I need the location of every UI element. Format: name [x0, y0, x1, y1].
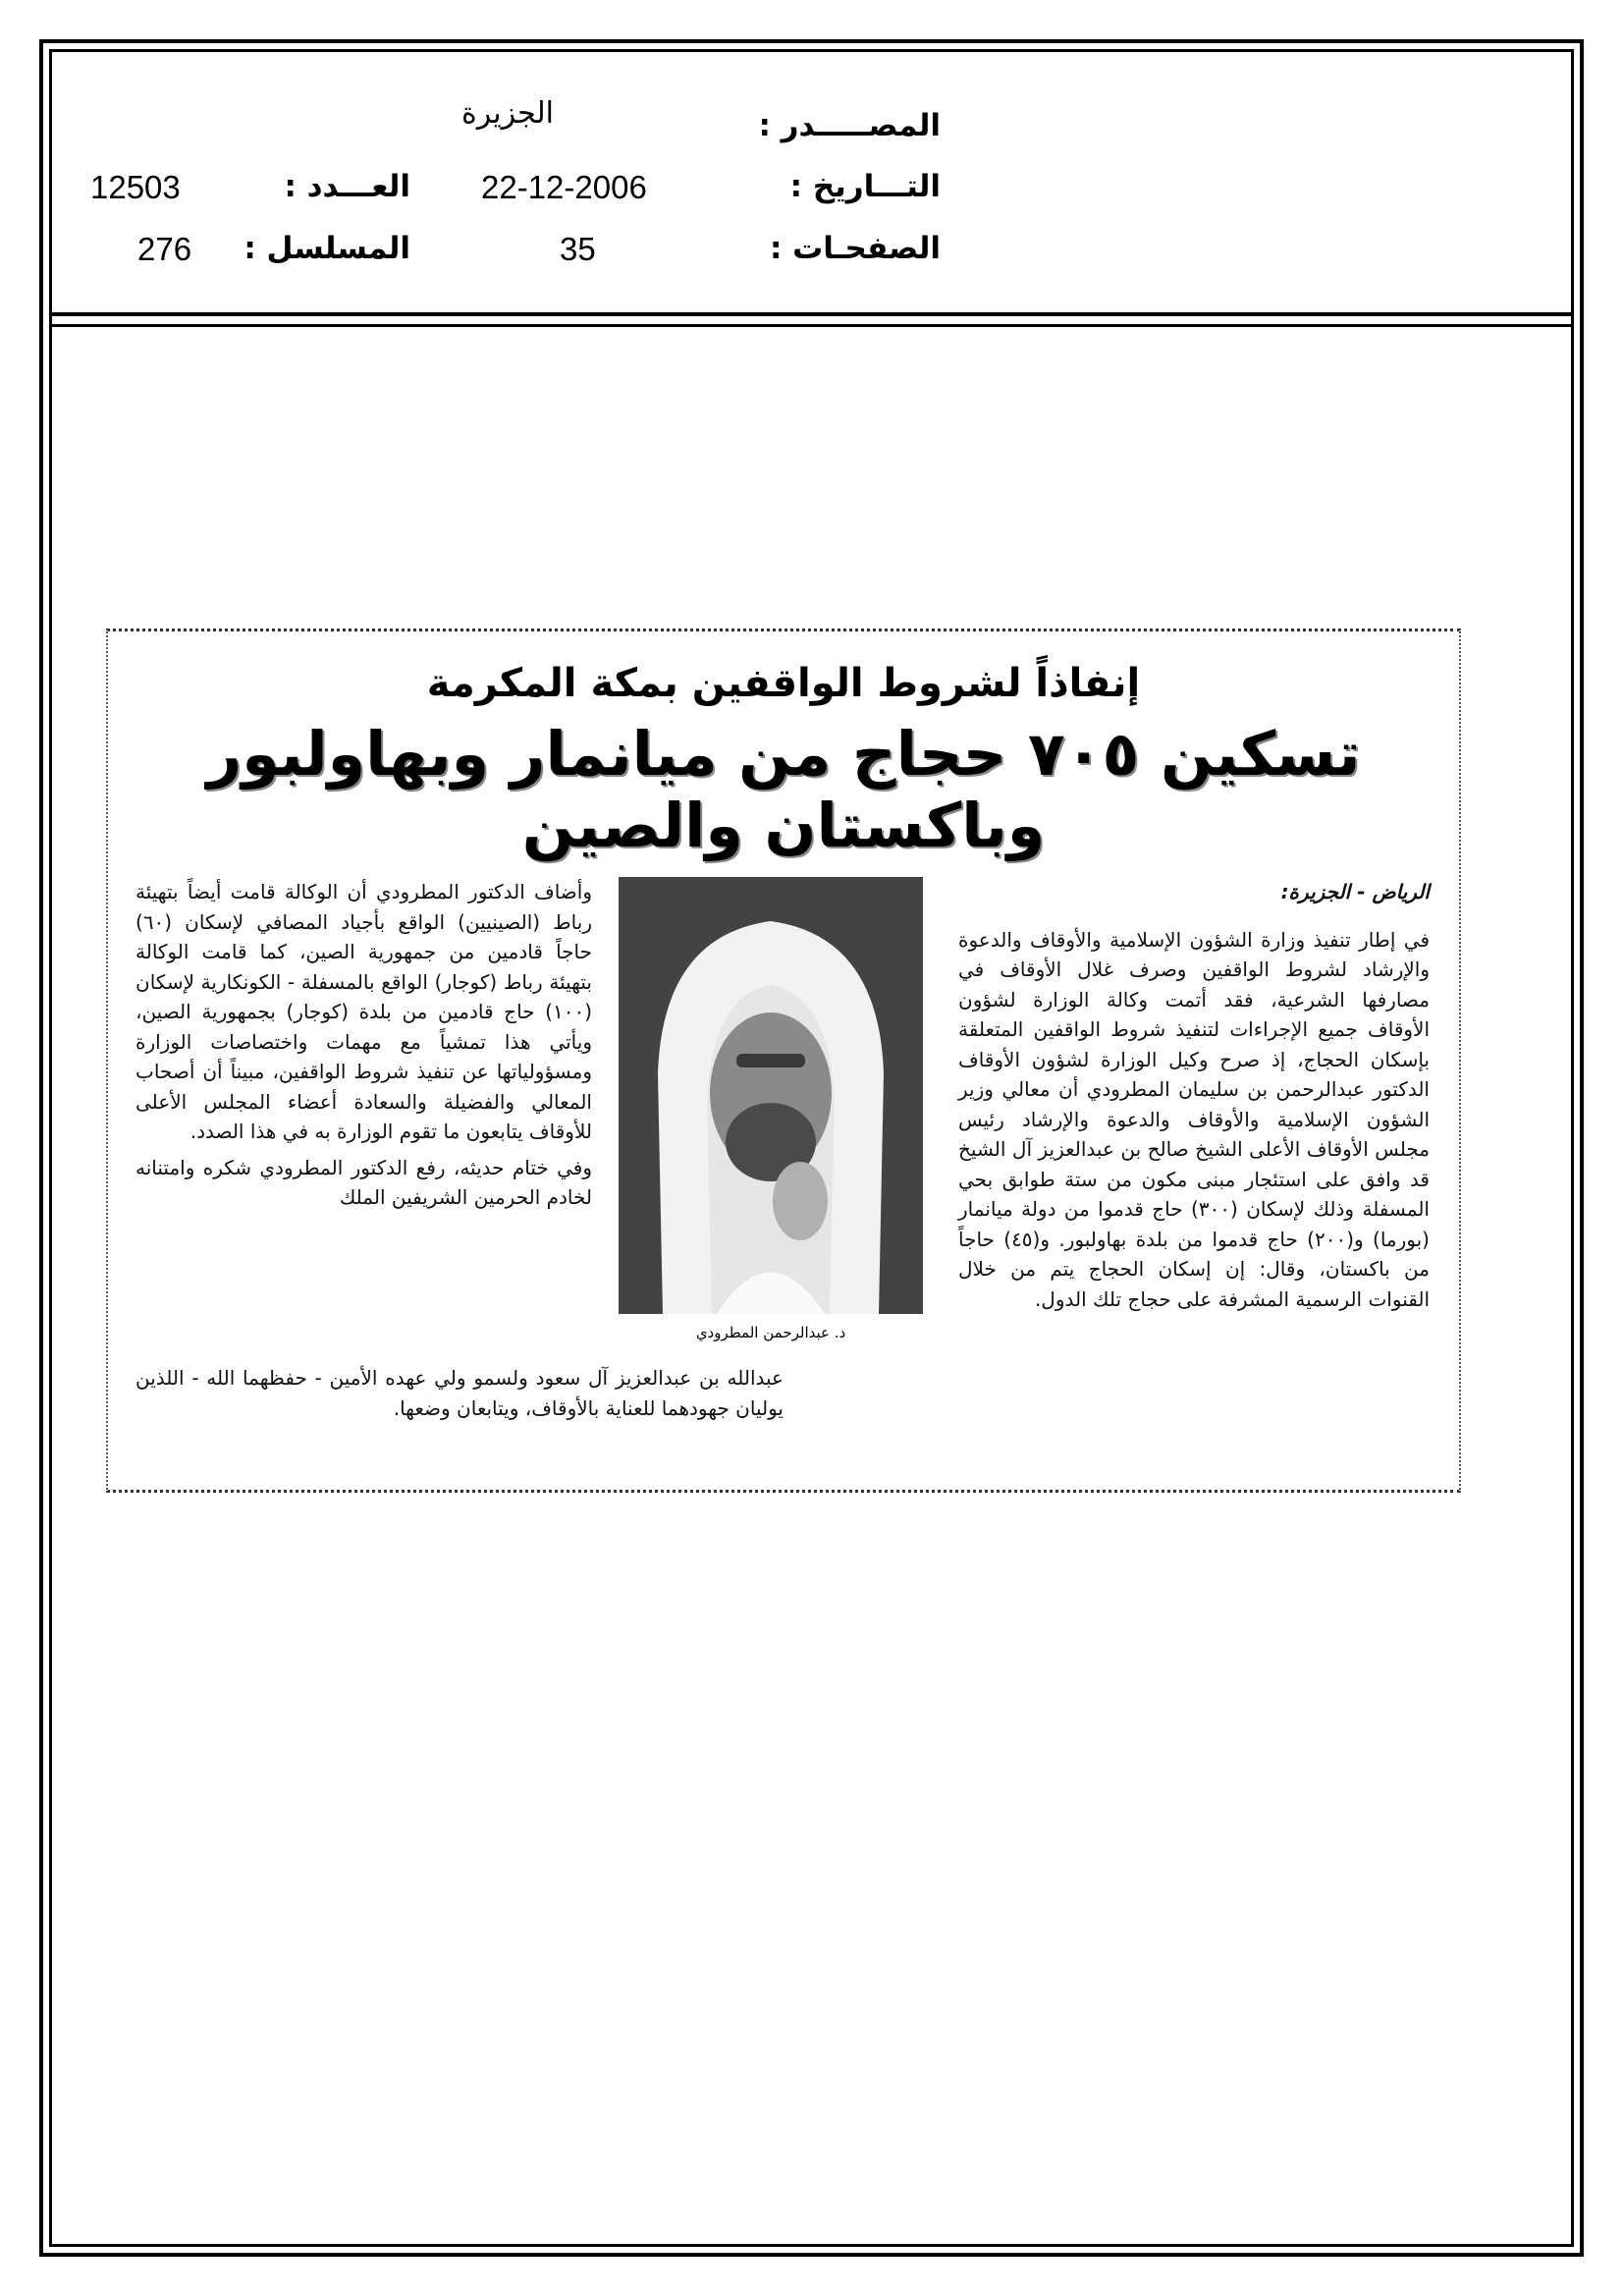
issue-value: 12503 — [90, 169, 181, 205]
article-paragraph: في إطار تنفيذ وزارة الشؤون الإسلامية والأوقاف والدعوة والإرشاد لشروط الواقفين وصرف غلال الأوقاف في مصارفها الشرعية، فقد أتمت وكالة الوزارة لشؤون الأوقاف جميع الإجراءات لتنفيذ شروط الواقفين المتعلقة بإسكان الحجاج، إذ صرح وكيل الوزارة لشؤون الأوقاف الدكتور عبدالرحمن بن سليمان المطرودي أن معالي وزير الشؤون الإسلامية والأوقاف والدعوة والإرشاد رئيس مجلس الأوقاف الأعلى الشيخ صالح بن عبدالعزيز آل الشيخ قد وافق على استئجار مبنى مكون من ستة طوابق بحي المسفلة وذلك لإسكان (٣٠٠) حاج قدموا من دولة ميانمار (بورما) و(٢٠٠) حاج قدموا من بلدة بهاولبور. و(٤٥) حاجاً من باكستان، وقال: إن إسكان الحجاج يتم من خلال القنوات الرسمية المشرفة على حجاج تلك الدول. — [958, 927, 1430, 1311]
article-kicker: إنفاذاً لشروط الواقفين بمكة المكرمة — [426, 661, 1141, 706]
pages-value: 35 — [560, 231, 596, 267]
issue-label: العـــدد : — [284, 169, 410, 204]
header-divider — [49, 312, 1574, 316]
article-paragraph: وفي ختام حديثه، رفع الدكتور المطرودي شكره وامتنانه لخادم الحرمين الشريفين الملك — [135, 1155, 592, 1209]
serial-label: المسلسل : — [243, 231, 410, 266]
date-value: 22-12-2006 — [481, 169, 647, 205]
article-column-bottom — [135, 1363, 784, 1423]
portrait-image — [619, 877, 923, 1314]
article-column-left — [135, 877, 592, 1213]
pages-label: الصفحـات : — [769, 231, 941, 266]
serial-value: 276 — [137, 231, 192, 267]
source-value: الجزيرة — [461, 96, 555, 131]
photo-caption: د. عبدالرحمن المطرودي — [695, 1324, 846, 1341]
source-label: المصـــــدر : — [758, 108, 941, 143]
date-label: التـــاريخ : — [789, 169, 941, 204]
article-paragraph: وأضاف الدكتور المطرودي أن الوكالة قامت أيضاً بتهيئة رباط (الصينيين) الواقع بأجياد المصافي لإسكان (٦٠) حاجاً قادمين من جمهورية الصين، كما قامت الوكالة بتهيئة رباط (كوجار) الواقع بالمسفلة - الكونكارية لإسكان (١٠٠) حاج قادمين من بلدة (كوجار) بجمهورية الصين، ويأتي هذا تمشياً مع مهمات واختصاصات الوزارة ومسؤولياتها عن تنفيذ شروط الواقفين، مبيناً أن أصحاب المعالي والفضيلة والسعادة أعضاء المجلس الأعلى للأوقاف يتابعون ما تقوم الوزارة به في هذا الصدد. — [135, 880, 592, 1143]
article-headline: تسكين ٧٠٥ حجاج من ميانمار وبهاولبور وباكستان والصين — [206, 718, 1361, 861]
article-paragraph: عبدالله بن عبدالعزيز آل سعود ولسمو ولي عهده الأمين - حفظهما الله - اللذين يوليان جهودهما للعناية بالأوقاف، ويتابعان وضعها. — [135, 1366, 784, 1420]
header-divider-inner — [49, 324, 1574, 327]
article-dateline: الرياض - الجزيرة: — [1280, 880, 1430, 903]
article-column-right — [958, 877, 1430, 1314]
newspaper-clipping — [106, 629, 1461, 1493]
portrait-photo — [619, 877, 923, 1314]
